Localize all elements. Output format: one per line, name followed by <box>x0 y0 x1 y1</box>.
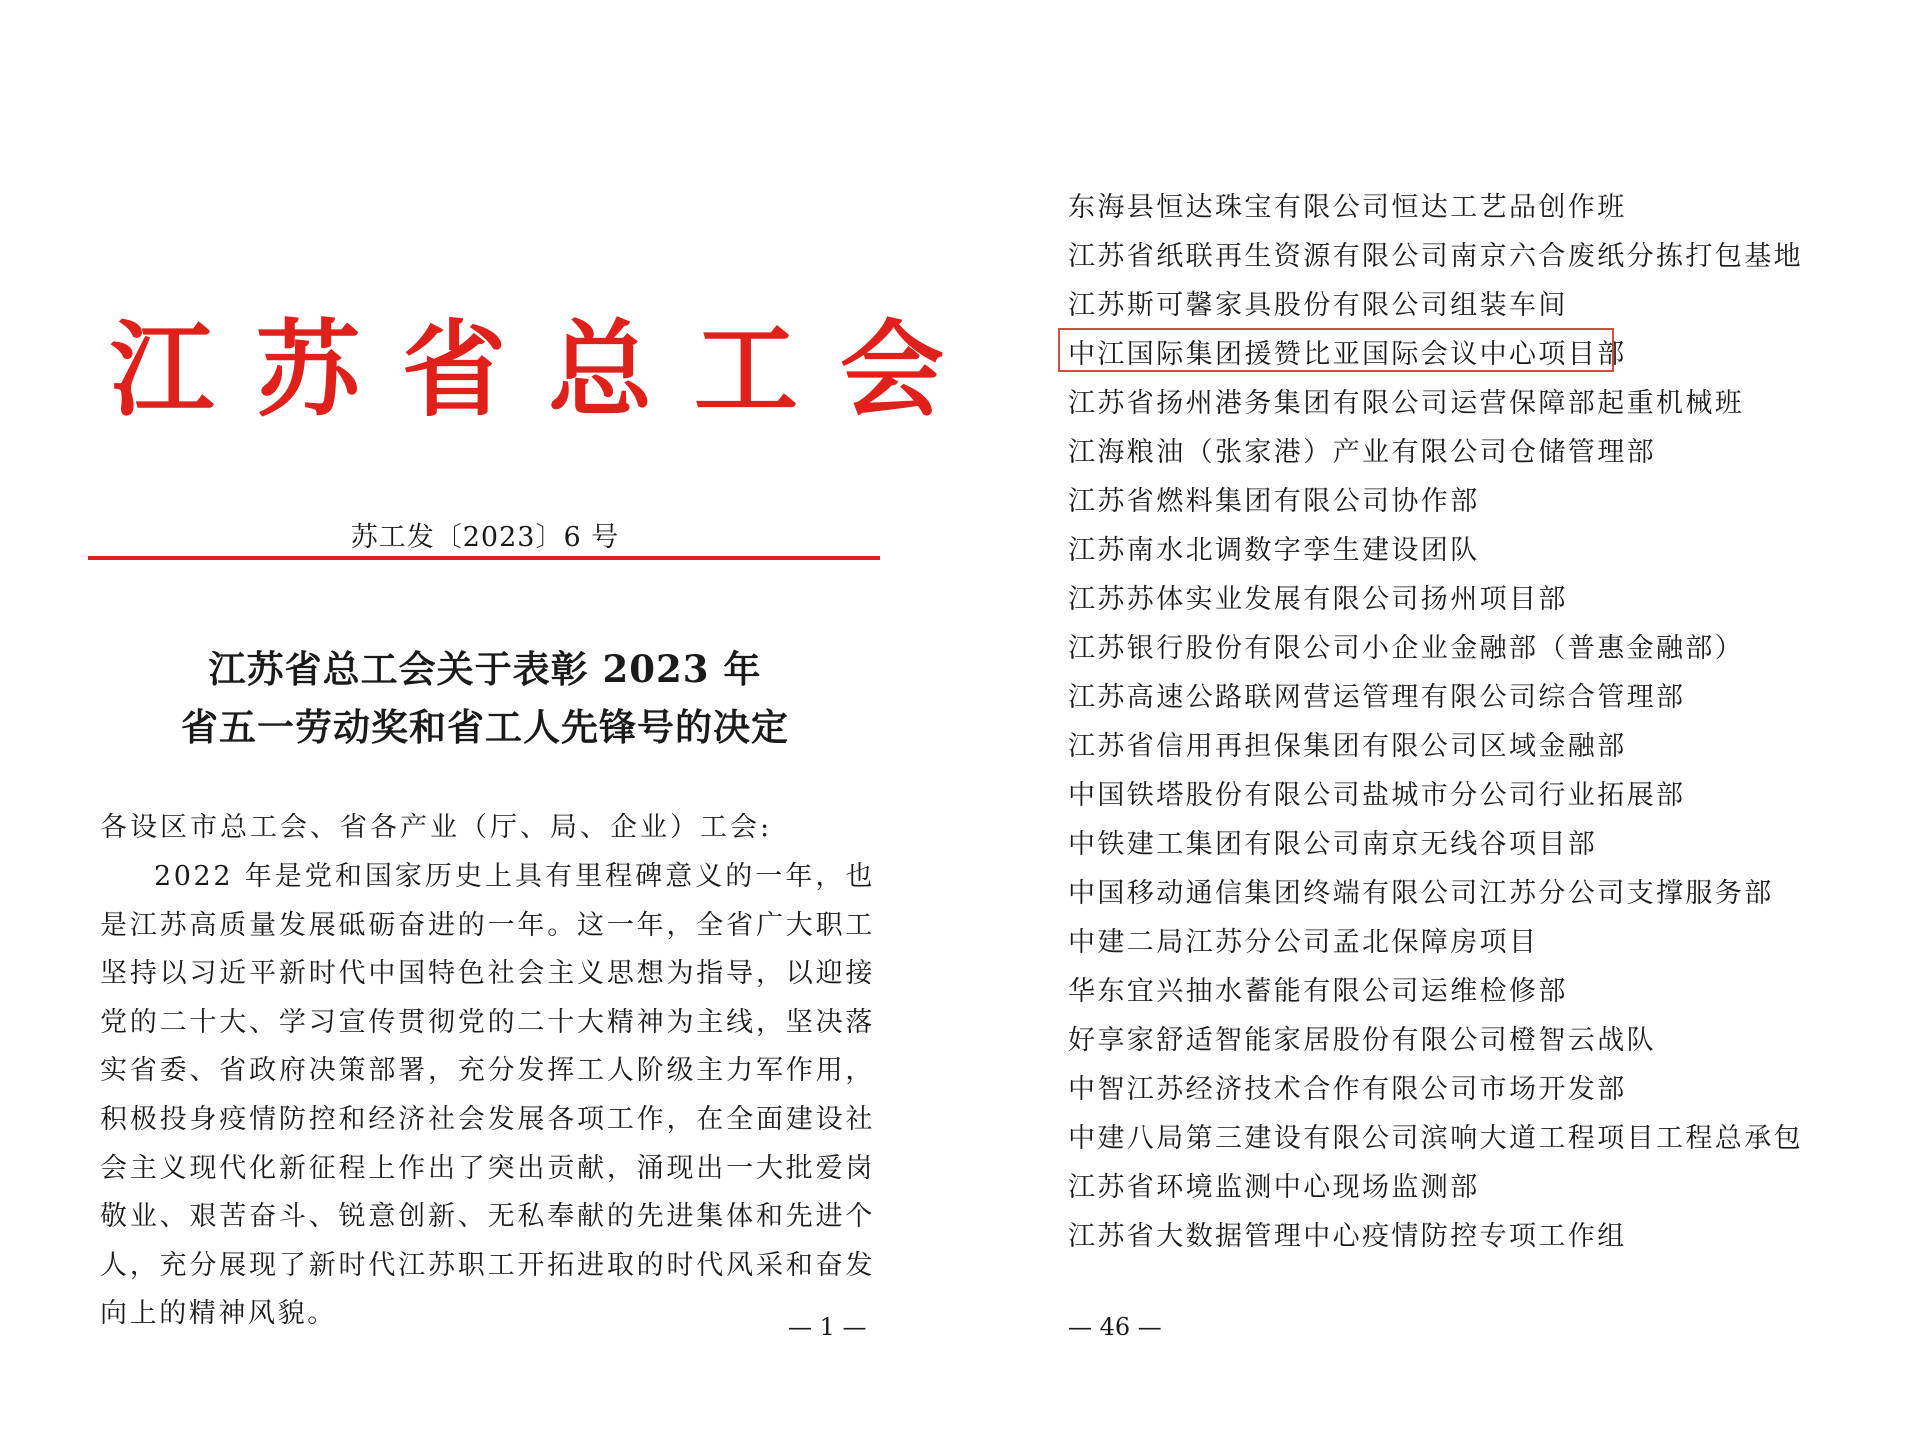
award-recipient-list <box>1068 183 1803 1261</box>
list-item: 江苏省燃料集团有限公司协作部 <box>1068 486 1480 517</box>
list-item: 中建八局第三建设有限公司滨响大道工程项目工程总承包 <box>1068 1123 1803 1154</box>
list-item: 江苏省扬州港务集团有限公司运营保障部起重机械班 <box>1068 388 1745 419</box>
document-title-line-2: 省五一劳动奖和省工人先锋号的决定 <box>181 705 789 749</box>
page-number-right: — 46 — <box>1068 1313 1162 1341</box>
list-item: 江苏南水北调数字孪生建设团队 <box>1068 535 1480 566</box>
list-item: 江苏银行股份有限公司小企业金融部（普惠金融部） <box>1068 633 1745 664</box>
list-item: 江苏省纸联再生资源有限公司南京六合废纸分拣打包基地 <box>1068 241 1803 272</box>
red-divider-line <box>88 556 880 560</box>
list-item: 中智江苏经济技术合作有限公司市场开发部 <box>1068 1074 1627 1105</box>
document-number: 苏工发〔2023〕6 号 <box>350 522 620 553</box>
list-item: 东海县恒达珠宝有限公司恒达工艺品创作班 <box>1068 192 1627 223</box>
list-item: 江苏苏体实业发展有限公司扬州项目部 <box>1068 584 1568 615</box>
document-title-line-1: 江苏省总工会关于表彰 2023 年 <box>208 647 762 691</box>
list-item: 江海粮油（张家港）产业有限公司仓储管理部 <box>1068 437 1656 468</box>
list-item: 中国铁塔股份有限公司盐城市分公司行业拓展部 <box>1068 780 1686 811</box>
list-item: 江苏高速公路联网营运管理有限公司综合管理部 <box>1068 682 1686 713</box>
list-item: 好享家舒适智能家居股份有限公司橙智云战队 <box>1068 1025 1656 1056</box>
list-item: 中建二局江苏分公司孟北保障房项目 <box>1068 927 1539 958</box>
list-item: 华东宜兴抽水蓄能有限公司运维检修部 <box>1068 976 1568 1007</box>
list-item-highlighted: 中江国际集团援赞比亚国际会议中心项目部 <box>1068 339 1627 370</box>
masthead-title: 江苏省总工会 <box>110 308 987 431</box>
list-item: 江苏斯可馨家具股份有限公司组装车间 <box>1068 290 1568 321</box>
list-item: 中国移动通信集团终端有限公司江苏分公司支撑服务部 <box>1068 878 1774 909</box>
body-paragraph: 2022 年是党和国家历史上具有里程碑意义的一年，也是江苏高质量发展砥砺奋进的一年。这一年，全省广大职工坚持以习近平新时代中国特色社会主义思想为指导，以迎接党的二十大、学习宣传贯彻党的二十大精神为主线，坚决落实省委、省政府决策部署，充分发挥工人阶级主力军作用，积极投身疫情防控和经济社会发展各项工作，在全面建设社会主义现代化新征程上作出了突出贡献，涌现出一大批爱岗敬业、艰苦奋斗、锐意创新、无私奉献的先进集体和先进个人，充分展现了新时代江苏职工开拓进取的时代风采和奋发向上的精神风貌。 <box>100 861 875 1330</box>
page-number-left: — 1 — <box>788 1313 867 1341</box>
list-item: 江苏省大数据管理中心疫情防控专项工作组 <box>1068 1221 1627 1252</box>
list-item: 中铁建工集团有限公司南京无线谷项目部 <box>1068 829 1598 860</box>
document-title <box>0 640 970 756</box>
salutation: 各设区市总工会、省各产业（厅、局、企业）工会: <box>100 812 773 843</box>
list-item: 江苏省信用再担保集团有限公司区域金融部 <box>1068 731 1627 762</box>
list-item: 江苏省环境监测中心现场监测部 <box>1068 1172 1480 1203</box>
